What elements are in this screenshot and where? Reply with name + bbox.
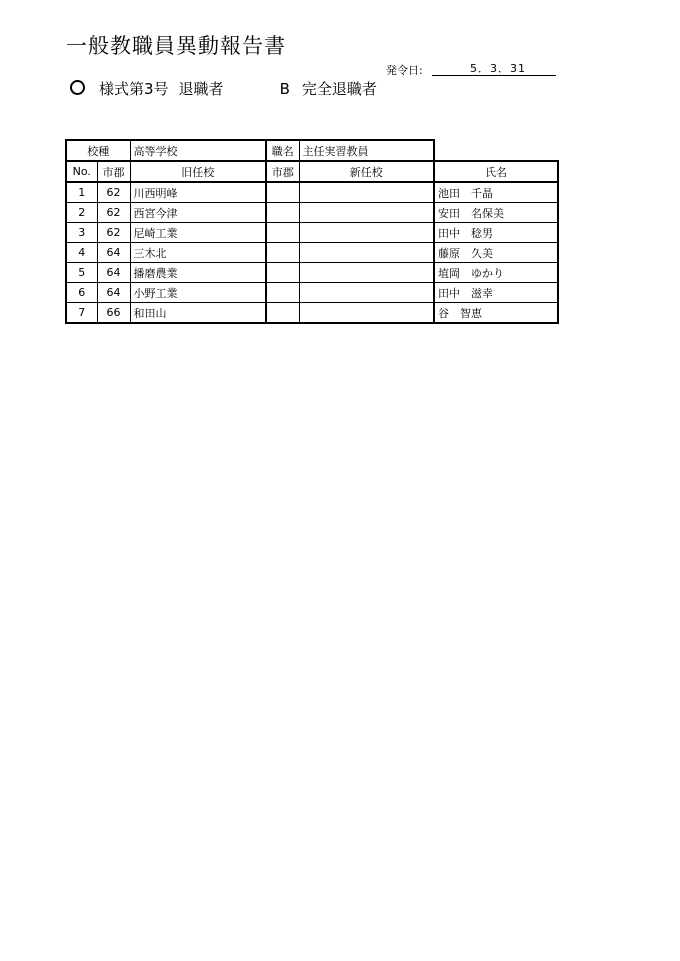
issue-date-label: 発令日:: [386, 64, 423, 77]
row-new-city: [266, 263, 299, 283]
circle-icon: [70, 80, 85, 95]
row-new-school: [299, 263, 434, 283]
form-subtitle: [70, 78, 377, 99]
table-row: [66, 243, 558, 263]
row-no: 6: [66, 283, 97, 303]
transfer-table: [65, 139, 559, 324]
issue-date-field: [432, 62, 556, 76]
header-no: No.: [66, 161, 97, 182]
row-new-city: [266, 283, 299, 303]
row-no: 2: [66, 203, 97, 223]
row-old-school: 播磨農業: [130, 263, 266, 283]
row-old-school: 三木北: [130, 243, 266, 263]
row-new-city: [266, 243, 299, 263]
type-code: B: [279, 80, 290, 98]
table-row: [66, 283, 558, 303]
table-row: [66, 203, 558, 223]
header-city-new: 市郡: [266, 161, 299, 182]
school-type-value: 高等学校: [130, 140, 266, 161]
header-new-school: 新任校: [299, 161, 434, 182]
header-city-old: 市郡: [97, 161, 130, 182]
row-new-school: [299, 182, 434, 203]
row-city: 62: [97, 182, 130, 203]
document-title: 一般教職員異動報告書: [66, 34, 286, 58]
row-city: 64: [97, 243, 130, 263]
table-row: [66, 263, 558, 283]
row-name: 田中 滋幸: [434, 283, 558, 303]
row-new-city: [266, 303, 299, 324]
row-no: 3: [66, 223, 97, 243]
row-new-school: [299, 223, 434, 243]
row-old-school: 西宮今津: [130, 203, 266, 223]
row-name: 池田 千晶: [434, 182, 558, 203]
row-city: 62: [97, 223, 130, 243]
header-name: 氏名: [434, 161, 558, 182]
row-no: 7: [66, 303, 97, 324]
row-new-school: [299, 303, 434, 324]
row-new-school: [299, 243, 434, 263]
row-old-school: 尼崎工業: [130, 223, 266, 243]
position-label: 職名: [266, 140, 299, 161]
row-city: 66: [97, 303, 130, 324]
table-row: [66, 303, 558, 324]
row-new-city: [266, 203, 299, 223]
row-city: 64: [97, 263, 130, 283]
position-value: 主任実習教員: [299, 140, 434, 161]
row-new-school: [299, 283, 434, 303]
row-old-school: 小野工業: [130, 283, 266, 303]
row-no: 5: [66, 263, 97, 283]
row-new-city: [266, 223, 299, 243]
meta-row: [66, 140, 558, 161]
form-label: 様式第3号: [99, 80, 169, 98]
header-old-school: 旧任校: [130, 161, 266, 182]
row-name: 田中 稔男: [434, 223, 558, 243]
row-new-city: [266, 182, 299, 203]
type-label: 完全退職者: [301, 80, 377, 98]
row-old-school: 和田山: [130, 303, 266, 324]
row-name: 安田 名保美: [434, 203, 558, 223]
row-city: 62: [97, 203, 130, 223]
row-no: 1: [66, 182, 97, 203]
row-name: 谷 智恵: [434, 303, 558, 324]
school-type-label: 校種: [66, 140, 130, 161]
row-city: 64: [97, 283, 130, 303]
row-no: 4: [66, 243, 97, 263]
header-row: [66, 161, 558, 182]
category-label: 退職者: [178, 80, 224, 98]
table-row: [66, 223, 558, 243]
row-name: 藤原 久美: [434, 243, 558, 263]
issue-date-value: 5．3．31: [470, 62, 526, 75]
row-new-school: [299, 203, 434, 223]
row-name: 埴岡 ゆかり: [434, 263, 558, 283]
table-row: [66, 182, 558, 203]
row-old-school: 川西明峰: [130, 182, 266, 203]
